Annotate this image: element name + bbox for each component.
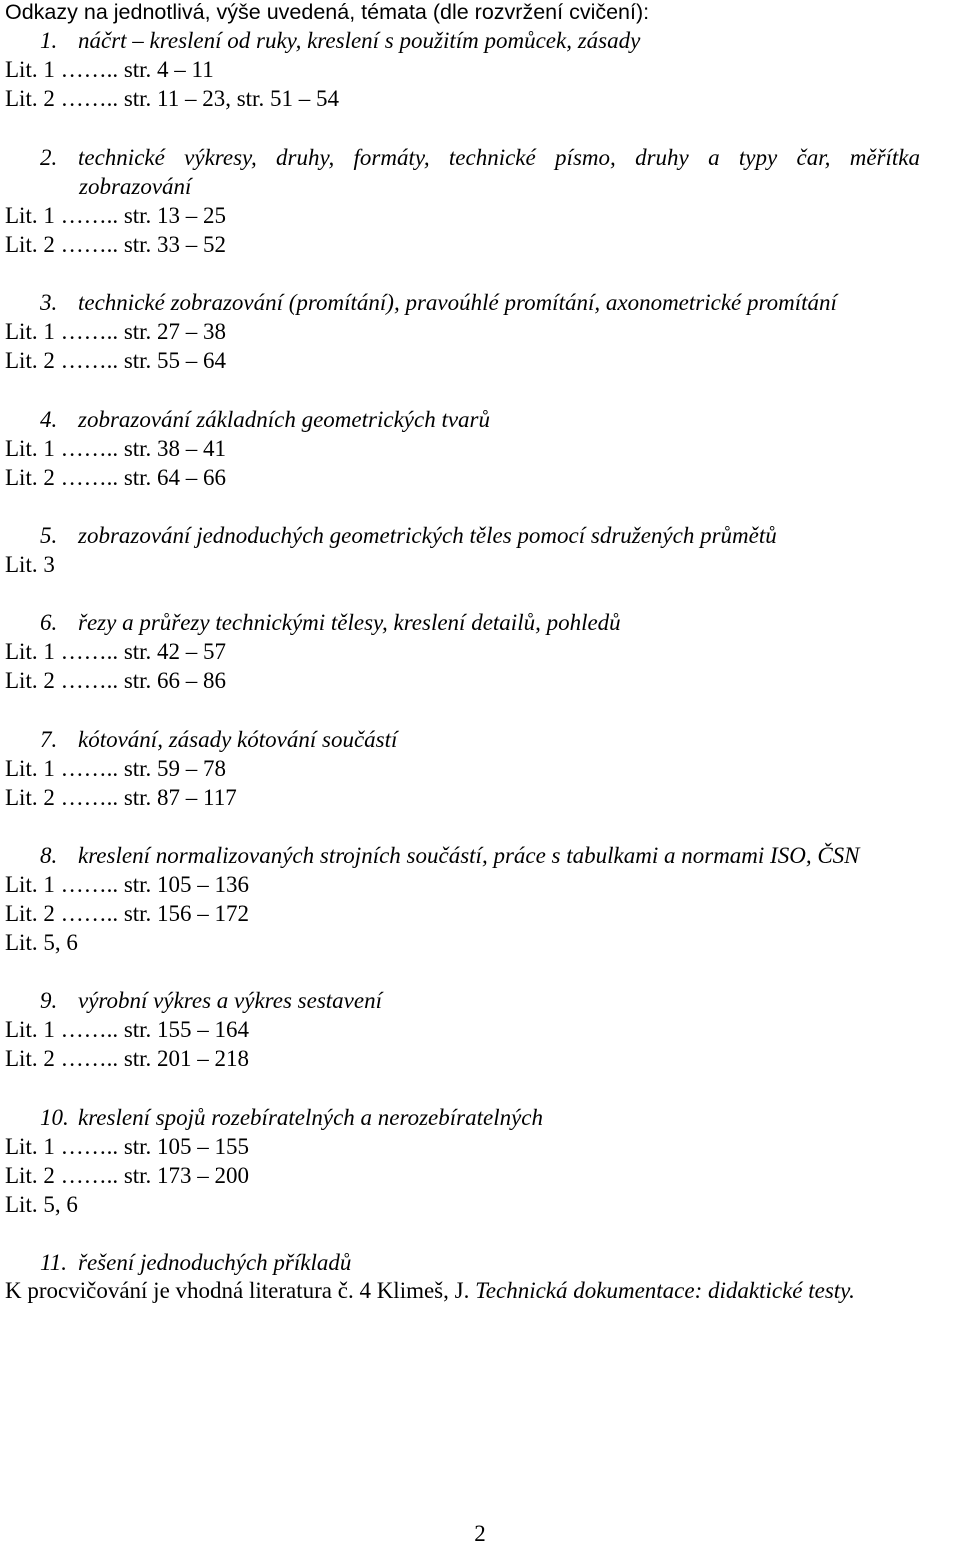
topic-4-title bbox=[40, 405, 490, 434]
topic-6-ref-2: Lit. 2 …….. str. 66 – 86 bbox=[5, 668, 227, 693]
topic-5-ref-1: Lit. 3 bbox=[5, 552, 55, 577]
topic-7-title bbox=[40, 725, 397, 754]
literature-note-text: K procvičování je vhodná literatura č. 4 Klimeš, J. bbox=[5, 1278, 476, 1303]
topic-7-ref-2: Lit. 2 …….. str. 87 – 117 bbox=[5, 785, 237, 810]
topic-text: kreslení normalizovaných strojních součástí, práce s tabulkami a normami ISO, ČSN bbox=[78, 843, 860, 868]
topic-8-ref-1: Lit. 1 …….. str. 105 – 136 bbox=[5, 872, 250, 897]
topic-text: výrobní výkres a výkres sestavení bbox=[78, 988, 382, 1013]
topic-number: 9. bbox=[40, 988, 58, 1013]
topic-4-ref-1: Lit. 1 …….. str. 38 – 41 bbox=[5, 436, 227, 461]
topic-3-ref-1: Lit. 1 …….. str. 27 – 38 bbox=[5, 319, 227, 344]
topic-8-title bbox=[40, 841, 860, 870]
topic-text: zobrazování základních geometrických tvarů bbox=[78, 407, 490, 432]
topic-10-ref-1: Lit. 1 …….. str. 105 – 155 bbox=[5, 1134, 250, 1159]
topic-2-ref-1: Lit. 1 …….. str. 13 – 25 bbox=[5, 203, 227, 228]
topic-text: technické výkresy, druhy, formáty, technické písmo, druhy a typy čar, měřítka bbox=[78, 145, 920, 170]
topic-2-ref-2: Lit. 2 …….. str. 33 – 52 bbox=[5, 232, 227, 257]
topic-2-title-cont: zobrazování bbox=[79, 174, 192, 199]
topic-8-ref-2: Lit. 2 …….. str. 156 – 172 bbox=[5, 901, 250, 926]
page-number: 2 bbox=[474, 1521, 486, 1546]
topic-9-ref-2: Lit. 2 …….. str. 201 – 218 bbox=[5, 1046, 250, 1071]
topic-number: 8. bbox=[40, 843, 58, 868]
topic-number: 5. bbox=[40, 523, 58, 548]
topic-text: řešení jednoduchých příkladů bbox=[78, 1250, 352, 1275]
section-heading: Odkazy na jednotlivá, výše uvedená, témata (dle rozvržení cvičení): bbox=[5, 0, 650, 24]
topic-7-ref-1: Lit. 1 …….. str. 59 – 78 bbox=[5, 756, 227, 781]
topic-text: technické zobrazování (promítání), pravoúhlé promítání, axonometrické promítání bbox=[78, 290, 837, 315]
topic-number: 10. bbox=[40, 1105, 69, 1130]
topic-1-ref-2: Lit. 2 …….. str. 11 – 23, str. 51 – 54 bbox=[5, 86, 339, 111]
topic-6-ref-1: Lit. 1 …….. str. 42 – 57 bbox=[5, 639, 227, 664]
topic-3-ref-2: Lit. 2 …….. str. 55 – 64 bbox=[5, 348, 227, 373]
topic-8-ref-3: Lit. 5, 6 bbox=[5, 930, 78, 955]
topic-number: 4. bbox=[40, 407, 58, 432]
topic-number: 7. bbox=[40, 727, 58, 752]
topic-3-title bbox=[40, 288, 837, 317]
topic-text: kótování, zásady kótování součástí bbox=[78, 727, 398, 752]
topic-text: náčrt – kreslení od ruky, kreslení s použitím pomůcek, zásady bbox=[78, 28, 641, 53]
topic-2-title bbox=[40, 143, 920, 172]
topic-number: 6. bbox=[40, 610, 58, 635]
topic-text: zobrazování jednoduchých geometrických těles pomocí sdružených průmětů bbox=[78, 523, 777, 548]
topic-text: kreslení spojů rozebíratelných a nerozebíratelných bbox=[78, 1105, 544, 1130]
topic-number: 3. bbox=[40, 290, 58, 315]
topic-number: 2. bbox=[40, 145, 58, 170]
topic-5-title bbox=[40, 521, 777, 550]
topic-10-title bbox=[40, 1103, 543, 1132]
topic-6-title bbox=[40, 608, 621, 637]
topic-number: 11. bbox=[40, 1250, 68, 1275]
literature-note bbox=[5, 1276, 855, 1305]
topic-10-ref-2: Lit. 2 …….. str. 173 – 200 bbox=[5, 1163, 250, 1188]
topic-10-ref-3: Lit. 5, 6 bbox=[5, 1192, 78, 1217]
topic-1-ref-1: Lit. 1 …….. str. 4 – 11 bbox=[5, 57, 214, 82]
topic-number: 1. bbox=[40, 28, 58, 53]
topic-9-ref-1: Lit. 1 …….. str. 155 – 164 bbox=[5, 1017, 250, 1042]
topic-1-title bbox=[40, 26, 640, 55]
topic-text: řezy a průřezy technickými tělesy, kreslení detailů, pohledů bbox=[78, 610, 621, 635]
literature-note-title: Technická dokumentace: didaktické testy. bbox=[475, 1278, 855, 1303]
topic-11-title bbox=[40, 1248, 351, 1277]
topic-4-ref-2: Lit. 2 …….. str. 64 – 66 bbox=[5, 465, 227, 490]
topic-9-title bbox=[40, 986, 382, 1015]
